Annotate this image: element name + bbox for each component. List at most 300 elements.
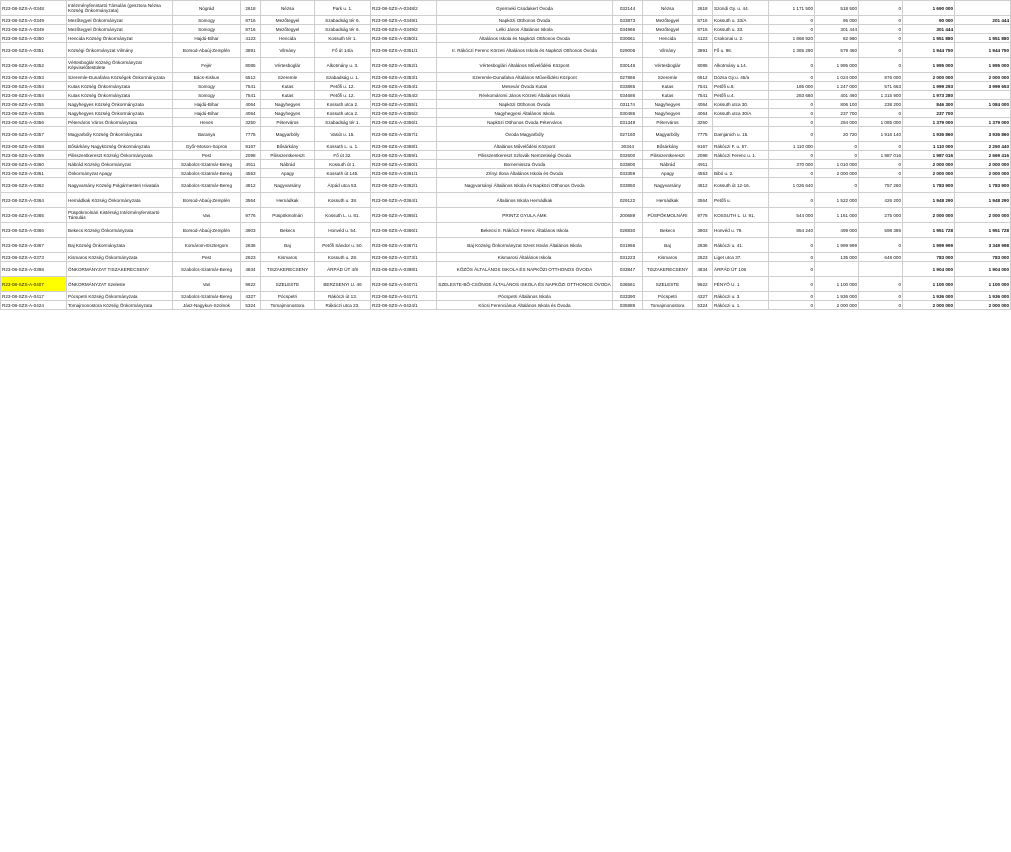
zip-cell[interactable]: 4064: [241, 100, 261, 109]
institution-cell[interactable]: Napközi Otthonos Óvoda: [437, 16, 613, 25]
institution-zip-cell[interactable]: 2618: [693, 1, 713, 16]
county-cell[interactable]: Pest: [173, 151, 241, 160]
amount-1-cell[interactable]: 0: [769, 292, 815, 301]
amount-2-cell[interactable]: 82 960: [815, 34, 859, 43]
grand-total-cell[interactable]: 2 000 000: [955, 169, 1011, 178]
institution-street-cell[interactable]: Rákóczi u. 1.: [713, 301, 769, 310]
street-cell[interactable]: Szabadság tér 6.: [315, 25, 371, 34]
institution-zip-cell[interactable]: 4812: [693, 178, 713, 193]
amount-2-cell[interactable]: 0: [815, 142, 859, 151]
amount-3-cell[interactable]: 648 000: [859, 253, 903, 262]
zip-cell[interactable]: 4911: [241, 160, 261, 169]
zip-cell[interactable]: 4834: [241, 262, 261, 277]
amount-1-cell[interactable]: 1 365 290: [769, 43, 815, 58]
amount-1-cell[interactable]: 0: [769, 100, 815, 109]
city-cell[interactable]: Kutas: [261, 91, 315, 100]
institution-city-cell[interactable]: Pócspetri: [643, 292, 693, 301]
code-cell[interactable]: R23-08-SZS-A-0364: [1, 193, 67, 208]
street-cell[interactable]: Kossuth út 145.: [315, 169, 371, 178]
grand-total-cell[interactable]: 2 000 000: [955, 208, 1011, 223]
institution-street-cell[interactable]: Rákóczi Ferenc u. 1.: [713, 151, 769, 160]
zip-cell[interactable]: 8085: [241, 58, 261, 73]
zip-cell[interactable]: 7541: [241, 91, 261, 100]
applicant-cell[interactable]: Hernádkak Község Önkormányzata: [67, 193, 173, 208]
application-id-cell[interactable]: R23-08-SZS-A-0407/1: [371, 277, 437, 292]
grand-total-cell[interactable]: 3 349 998: [955, 238, 1011, 253]
zip-cell[interactable]: 3891: [241, 43, 261, 58]
application-id-cell[interactable]: R23-08-SZS-A-0349/2: [371, 25, 437, 34]
grand-total-cell[interactable]: 1 944 750: [955, 43, 1011, 58]
code-cell[interactable]: R23-08-SZS-A-0407: [1, 277, 67, 292]
street-cell[interactable]: Fő út 14/a: [315, 43, 371, 58]
grand-total-cell[interactable]: 2 000 000: [955, 160, 1011, 169]
institution-city-cell[interactable]: Magyarbóly: [643, 127, 693, 142]
amount-2-cell[interactable]: 499 000: [815, 223, 859, 238]
institution-street-cell[interactable]: Kossuth utca 30.: [713, 100, 769, 109]
street-cell[interactable]: Kossuth utca 2.: [315, 100, 371, 109]
applicant-cell[interactable]: Tomajmonostora Község Önkormányzata: [67, 301, 173, 310]
amount-3-cell[interactable]: 598 386: [859, 223, 903, 238]
applicant-cell[interactable]: Kismaros Község Önkormányzata: [67, 253, 173, 262]
street-cell[interactable]: Árpád utca 53.: [315, 178, 371, 193]
om-code-cell[interactable]: 029006: [613, 43, 643, 58]
amount-2-cell[interactable]: 518 500: [815, 1, 859, 16]
application-id-cell[interactable]: R23-08-SZS-A-0398/1: [371, 262, 437, 277]
application-id-cell[interactable]: R23-08-SZS-A-0364/1: [371, 193, 437, 208]
zip-cell[interactable]: 9776: [241, 208, 261, 223]
zip-cell[interactable]: 9622: [241, 277, 261, 292]
county-cell[interactable]: Szabolcs-Szatmár-Bereg: [173, 160, 241, 169]
city-cell[interactable]: Baj: [261, 238, 315, 253]
grand-total-cell[interactable]: [955, 25, 1011, 34]
om-code-cell[interactable]: 031174: [613, 100, 643, 109]
institution-city-cell[interactable]: Nagyvarsány: [643, 178, 693, 193]
grand-total-cell[interactable]: 1 783 900: [955, 178, 1011, 193]
county-cell[interactable]: Szabolcs-Szatmár-Bereg: [173, 262, 241, 277]
total-cell[interactable]: 1 783 900: [903, 178, 955, 193]
county-cell[interactable]: Jász-Nagykun-Szolnok: [173, 301, 241, 310]
county-cell[interactable]: Szabolcs-Szatmár-Bereg: [173, 292, 241, 301]
institution-street-cell[interactable]: Petőfi u.: [713, 193, 769, 208]
amount-1-cell[interactable]: 0: [769, 118, 815, 127]
total-cell[interactable]: 2 000 000: [903, 208, 955, 223]
table-row[interactable]: [1, 34, 1011, 43]
street-cell[interactable]: ÁRPÁD ÚT 4/8: [315, 262, 371, 277]
amount-2-cell[interactable]: 1 161 000: [815, 208, 859, 223]
code-cell[interactable]: R23-08-SZS-A-0349: [1, 16, 67, 25]
amount-2-cell[interactable]: 294 000: [815, 118, 859, 127]
amount-3-cell[interactable]: [859, 262, 903, 277]
application-id-cell[interactable]: R23-08-SZS-A-0362/1: [371, 178, 437, 193]
city-cell[interactable]: Hernádkak: [261, 193, 315, 208]
street-cell[interactable]: Vasút u. 15.: [315, 127, 371, 142]
county-cell[interactable]: Hajdú-Bihar: [173, 100, 241, 109]
county-cell[interactable]: Somogy: [173, 82, 241, 91]
amount-1-cell[interactable]: 0: [769, 16, 815, 25]
table-row[interactable]: [1, 262, 1011, 277]
amount-1-cell[interactable]: 0: [769, 73, 815, 82]
code-cell[interactable]: R23-08-SZS-A-0362: [1, 178, 67, 193]
street-cell[interactable]: Petőfi u. 12.: [315, 82, 371, 91]
city-cell[interactable]: Vilmány: [261, 43, 315, 58]
city-cell[interactable]: Péterváros: [261, 118, 315, 127]
amount-2-cell[interactable]: 1 522 000: [815, 193, 859, 208]
institution-cell[interactable]: Vértesboglári Általános Művelődési Központ: [437, 58, 613, 73]
institution-cell[interactable]: Szeremle-Dunafalva Általános Művelődési Központ: [437, 73, 613, 82]
county-cell[interactable]: Somogy: [173, 25, 241, 34]
county-cell[interactable]: Baranya: [173, 127, 241, 142]
amount-2-cell[interactable]: 1 936 000: [815, 292, 859, 301]
city-cell[interactable]: Pilisszentkereszt: [261, 151, 315, 160]
total-cell[interactable]: 90 000: [903, 16, 955, 25]
amount-1-cell[interactable]: 544 000: [769, 208, 815, 223]
institution-street-cell[interactable]: Honvéd u. 79.: [713, 223, 769, 238]
applicant-cell[interactable]: ÖNKORMÁNYZAT TISZAKERECSENY: [67, 262, 173, 277]
institution-cell[interactable]: Bekecsi II. Rákóczi Ferenc Általános Iskola: [437, 223, 613, 238]
zip-cell[interactable]: 4064: [241, 109, 261, 118]
institution-cell[interactable]: Kócsi Ferenciánus Általános Iskola és Óvoda: [437, 301, 613, 310]
institution-street-cell[interactable]: Petőfi u.4.: [713, 91, 769, 100]
zip-cell[interactable]: 7541: [241, 82, 261, 91]
grand-total-cell[interactable]: [955, 1, 1011, 16]
applicant-cell[interactable]: Szeremle-Dunafalva Községek Önkormányzata: [67, 73, 173, 82]
om-code-cell[interactable]: 033359: [613, 169, 643, 178]
table-row[interactable]: [1, 292, 1011, 301]
street-cell[interactable]: Petőfi Sándor u. 50.: [315, 238, 371, 253]
table-row[interactable]: [1, 142, 1011, 151]
institution-zip-cell[interactable]: 7775: [693, 127, 713, 142]
grand-total-cell[interactable]: 1 995 000: [955, 58, 1011, 73]
city-cell[interactable]: Mezőtegyel: [261, 25, 315, 34]
street-cell[interactable]: Kossuth L. u. 1.: [315, 142, 371, 151]
institution-street-cell[interactable]: Kossuth u. 33.: [713, 25, 769, 34]
street-cell[interactable]: Kossuth L. u. 81.: [315, 208, 371, 223]
institution-zip-cell[interactable]: 7541: [693, 91, 713, 100]
amount-2-cell[interactable]: 301 444: [815, 25, 859, 34]
applicant-cell[interactable]: Baj Község Önkormányzata: [67, 238, 173, 253]
code-cell[interactable]: R23-08-SZS-A-0351: [1, 43, 67, 58]
total-cell[interactable]: 1 379 000: [903, 118, 955, 127]
institution-zip-cell[interactable]: 2098: [693, 151, 713, 160]
amount-2-cell[interactable]: 237 700: [815, 109, 859, 118]
code-cell[interactable]: R23-08-SZS-A-0348: [1, 1, 67, 16]
amount-2-cell[interactable]: 1 999 999: [815, 238, 859, 253]
om-code-cell[interactable]: 030661: [613, 34, 643, 43]
table-row[interactable]: [1, 109, 1011, 118]
institution-zip-cell[interactable]: 3564: [693, 193, 713, 208]
institution-cell[interactable]: Bornemissza Óvoda: [437, 160, 613, 169]
institution-cell[interactable]: Napközi Otthonos Óvoda Péterváros: [437, 118, 613, 127]
application-id-cell[interactable]: R23-08-SZS-A-0354/1: [371, 82, 437, 91]
city-cell[interactable]: Püspökmolnári: [261, 208, 315, 223]
institution-zip-cell[interactable]: 9776: [693, 208, 713, 223]
institution-zip-cell[interactable]: 4327: [693, 292, 713, 301]
amount-3-cell[interactable]: 238 200: [859, 100, 903, 109]
grand-total-cell[interactable]: 1 948 290: [955, 193, 1011, 208]
code-cell[interactable]: R23-08-SZS-A-0417: [1, 292, 67, 301]
code-cell[interactable]: R23-08-SZS-A-0354: [1, 82, 67, 91]
total-cell[interactable]: 1 690 000: [903, 1, 955, 16]
table-row[interactable]: [1, 118, 1011, 127]
institution-cell[interactable]: KÖZÖS ÁLTALÁNOS ISKOLA ÉS NAPKÖZI OTTHONOS ÓVODA: [437, 262, 613, 277]
table-row[interactable]: [1, 91, 1011, 100]
city-cell[interactable]: Pócspetri: [261, 292, 315, 301]
amount-3-cell[interactable]: 976 000: [859, 73, 903, 82]
amount-3-cell[interactable]: 571 663: [859, 82, 903, 91]
total-cell[interactable]: 2 000 000: [903, 73, 955, 82]
institution-zip-cell[interactable]: 9622: [693, 277, 713, 292]
institution-zip-cell[interactable]: 8716: [693, 16, 713, 25]
amount-3-cell[interactable]: 1 916 140: [859, 127, 903, 142]
grand-total-cell[interactable]: 1 379 000: [955, 118, 1011, 127]
institution-cell[interactable]: Lelki János Általános Iskola: [437, 25, 613, 34]
total-cell[interactable]: 1 999 293: [903, 82, 955, 91]
zip-cell[interactable]: 4553: [241, 169, 261, 178]
street-cell[interactable]: Szabadság tér 6.: [315, 16, 371, 25]
institution-city-cell[interactable]: Vértesboglár: [643, 58, 693, 73]
institution-city-cell[interactable]: Nagyhegyes: [643, 109, 693, 118]
city-cell[interactable]: Kismaros: [261, 253, 315, 262]
institution-city-cell[interactable]: Mezőtegyel: [643, 16, 693, 25]
amount-3-cell[interactable]: 0: [859, 25, 903, 34]
applicant-cell[interactable]: Községi Önkormányzat Vilmány: [67, 43, 173, 58]
applicant-cell[interactable]: Bősárkány Nagyközség Önkormányzata: [67, 142, 173, 151]
amount-1-cell[interactable]: 0: [769, 151, 815, 160]
applicant-cell[interactable]: Pilisszentkereszt Község Önkormányzata: [67, 151, 173, 160]
amount-3-cell[interactable]: 0: [859, 160, 903, 169]
institution-street-cell[interactable]: Kossuth út 12-16.: [713, 178, 769, 193]
institution-city-cell[interactable]: Kutas: [643, 82, 693, 91]
amount-3-cell[interactable]: 0: [859, 292, 903, 301]
amount-2-cell[interactable]: 401 460: [815, 91, 859, 100]
total-cell[interactable]: 1 936 000: [903, 292, 955, 301]
zip-cell[interactable]: 5324: [241, 301, 261, 310]
street-cell[interactable]: BERZSENYI U. 46: [315, 277, 371, 292]
amount-1-cell[interactable]: 0: [769, 301, 815, 310]
total-cell[interactable]: 1 904 000: [903, 262, 955, 277]
institution-city-cell[interactable]: Kutas: [643, 91, 693, 100]
institution-cell[interactable]: Napközi Otthonos Óvoda: [437, 100, 613, 109]
institution-street-cell[interactable]: Rákóczi u. 3.: [713, 292, 769, 301]
grand-total-cell[interactable]: 2 000 000: [955, 301, 1011, 310]
institution-street-cell[interactable]: Alkotmány u.14.: [713, 58, 769, 73]
total-cell[interactable]: 2 000 000: [903, 169, 955, 178]
code-cell[interactable]: R23-08-SZS-A-0357: [1, 127, 67, 142]
application-id-cell[interactable]: R23-08-SZS-A-0417/1: [371, 292, 437, 301]
om-code-cell[interactable]: 031349: [613, 118, 643, 127]
county-cell[interactable]: Pest: [173, 253, 241, 262]
zip-cell[interactable]: 2836: [241, 238, 261, 253]
street-cell[interactable]: Szabadság tér 1.: [315, 118, 371, 127]
applicant-cell[interactable]: Kutas Község Önkormányzata: [67, 91, 173, 100]
zip-cell[interactable]: 4327: [241, 292, 261, 301]
institution-city-cell[interactable]: TISZAKERECSENY: [643, 262, 693, 277]
amount-1-cell[interactable]: 0: [769, 58, 815, 73]
institution-street-cell[interactable]: Szondi Gy. u. 44.: [713, 1, 769, 16]
code-cell[interactable]: R23-08-SZS-A-0359: [1, 151, 67, 160]
amount-1-cell[interactable]: 1 110 000: [769, 142, 815, 151]
applicant-cell[interactable]: Nagyhegyes Község Önkormányzata: [67, 109, 173, 118]
institution-street-cell[interactable]: Rákóczi u. 41.: [713, 238, 769, 253]
institution-city-cell[interactable]: Mezőtegyel: [643, 25, 693, 34]
city-cell[interactable]: Szeremle: [261, 73, 315, 82]
om-code-cell[interactable]: 200689: [613, 208, 643, 223]
institution-cell[interactable]: Kismarosi Általános Iskola: [437, 253, 613, 262]
city-cell[interactable]: Magyarbóly: [261, 127, 315, 142]
om-code-cell[interactable]: 033800: [613, 160, 643, 169]
amount-3-cell[interactable]: 1 315 900: [859, 91, 903, 100]
grand-total-cell[interactable]: 2 669 416: [955, 151, 1011, 160]
amount-3-cell[interactable]: 1 987 016: [859, 151, 903, 160]
institution-zip-cell[interactable]: 4064: [693, 109, 713, 118]
applicant-cell[interactable]: Intézményfenntartó Társulás (gesztora Nézsa Község Önkormányzata): [67, 1, 173, 16]
applicant-cell[interactable]: Önkormányzat Apagy: [67, 169, 173, 178]
institution-street-cell[interactable]: FÉNYŐ U. 1: [713, 277, 769, 292]
city-cell[interactable]: Bősárkány: [261, 142, 315, 151]
om-code-cell[interactable]: 033390: [613, 292, 643, 301]
institution-zip-cell[interactable]: 2623: [693, 253, 713, 262]
table-row[interactable]: [1, 100, 1011, 109]
amount-1-cell[interactable]: 854 240: [769, 223, 815, 238]
amount-2-cell[interactable]: 1 247 000: [815, 82, 859, 91]
city-cell[interactable]: Nábrád: [261, 160, 315, 169]
institution-city-cell[interactable]: Nábrád: [643, 160, 693, 169]
zip-cell[interactable]: 7775: [241, 127, 261, 142]
institution-city-cell[interactable]: SZELESTE: [643, 277, 693, 292]
table-row[interactable]: [1, 169, 1011, 178]
amount-1-cell[interactable]: 370 000: [769, 160, 815, 169]
table-row[interactable]: [1, 1, 1011, 16]
om-code-cell[interactable]: 033847: [613, 262, 643, 277]
total-cell[interactable]: 2 000 000: [903, 301, 955, 310]
code-cell[interactable]: R23-08-SZS-A-0373: [1, 253, 67, 262]
county-cell[interactable]: Fejér: [173, 58, 241, 73]
zip-cell[interactable]: 2623: [241, 253, 261, 262]
institution-zip-cell[interactable]: 6512: [693, 73, 713, 82]
amount-3-cell[interactable]: 0: [859, 1, 903, 16]
application-id-cell[interactable]: R23-08-SZS-A-0366/1: [371, 223, 437, 238]
amount-1-cell[interactable]: 0: [769, 238, 815, 253]
applicant-cell[interactable]: Péterváros Város Önkormányzata: [67, 118, 173, 127]
institution-city-cell[interactable]: Bősárkány: [643, 142, 693, 151]
om-code-cell[interactable]: 034686: [613, 91, 643, 100]
institution-street-cell[interactable]: Damjanich u. 15.: [713, 127, 769, 142]
zip-cell[interactable]: 2618: [241, 1, 261, 16]
amount-1-cell[interactable]: 1 171 500: [769, 1, 815, 16]
street-cell[interactable]: Alkotmány u. 3.: [315, 58, 371, 73]
grand-total-cell[interactable]: 1 084 000: [955, 100, 1011, 109]
institution-cell[interactable]: Óvoda Magyarbóly: [437, 127, 613, 142]
street-cell[interactable]: Kossuth út 1.: [315, 160, 371, 169]
zip-cell[interactable]: 3903: [241, 223, 261, 238]
om-code-cell[interactable]: 029122: [613, 193, 643, 208]
code-cell[interactable]: R23-08-SZS-A-0353: [1, 73, 67, 82]
city-cell[interactable]: Tomajmonostora: [261, 301, 315, 310]
institution-zip-cell[interactable]: 4064: [693, 100, 713, 109]
institution-street-cell[interactable]: Bibó u. 2.: [713, 169, 769, 178]
grand-total-cell[interactable]: 2 000 000: [955, 73, 1011, 82]
application-id-cell[interactable]: R23-08-SZS-A-0350/1: [371, 34, 437, 43]
institution-city-cell[interactable]: Apagy: [643, 169, 693, 178]
county-cell[interactable]: Hajdú-Bihar: [173, 34, 241, 43]
institution-zip-cell[interactable]: 8085: [693, 58, 713, 73]
institution-city-cell[interactable]: Nagyhegyes: [643, 100, 693, 109]
om-code-cell[interactable]: 034966: [613, 25, 643, 34]
amount-2-cell[interactable]: 135 000: [815, 253, 859, 262]
amount-3-cell[interactable]: 0: [859, 16, 903, 25]
institution-street-cell[interactable]: Liget utca 37.: [713, 253, 769, 262]
city-cell[interactable]: Apagy: [261, 169, 315, 178]
institution-city-cell[interactable]: Hencida: [643, 34, 693, 43]
grand-total-cell[interactable]: 2 250 440: [955, 142, 1011, 151]
institution-city-cell[interactable]: Kismaros: [643, 253, 693, 262]
grand-total-cell[interactable]: 3 936 860: [955, 127, 1011, 142]
amount-1-cell[interactable]: 0: [769, 25, 815, 34]
amount-3-cell[interactable]: 0: [859, 277, 903, 292]
code-cell[interactable]: R23-08-SZS-A-0358: [1, 142, 67, 151]
amount-1-cell[interactable]: 0: [769, 262, 815, 277]
table-row[interactable]: [1, 73, 1011, 82]
grand-total-cell[interactable]: 201 444: [955, 16, 1011, 25]
application-id-cell[interactable]: R23-08-SZS-A-0424/1: [371, 301, 437, 310]
county-cell[interactable]: Borsod-Abaúj-Zemplén: [173, 43, 241, 58]
institution-city-cell[interactable]: Bekecs: [643, 223, 693, 238]
applicant-cell[interactable]: Bekecs Község Önkormányzata: [67, 223, 173, 238]
applicant-cell[interactable]: Vértesboglár Község Önkormányzat Képviselőtestülete: [67, 58, 173, 73]
table-row[interactable]: [1, 16, 1011, 25]
application-id-cell[interactable]: R23-08-SZS-A-0349/1: [371, 16, 437, 25]
om-code-cell[interactable]: 030486: [613, 109, 643, 118]
institution-street-cell[interactable]: KOSSUTH L. U. 91.: [713, 208, 769, 223]
code-cell[interactable]: R23-08-SZS-A-0367: [1, 238, 67, 253]
code-cell[interactable]: R23-08-SZS-A-0424: [1, 301, 67, 310]
institution-city-cell[interactable]: Tomajmonostora: [643, 301, 693, 310]
total-cell[interactable]: 1 944 750: [903, 43, 955, 58]
zip-cell[interactable]: 4123: [241, 34, 261, 43]
street-cell[interactable]: Kossuth u. 38.: [315, 193, 371, 208]
total-cell[interactable]: 2 000 000: [903, 160, 955, 169]
county-cell[interactable]: Somogy: [173, 16, 241, 25]
city-cell[interactable]: Nagyvarsány: [261, 178, 315, 193]
institution-zip-cell[interactable]: 3891: [693, 43, 713, 58]
institution-cell[interactable]: Gyermeki Csodakert Óvoda: [437, 1, 613, 16]
institution-city-cell[interactable]: PÜSPÖKMOLNÁRI: [643, 208, 693, 223]
institution-street-cell[interactable]: Rákóczi F. u. 57.: [713, 142, 769, 151]
institution-cell[interactable]: PRINTZ GYULA ÁMK: [437, 208, 613, 223]
institution-zip-cell[interactable]: 4911: [693, 160, 713, 169]
amount-3-cell[interactable]: 0: [859, 34, 903, 43]
total-cell[interactable]: 1 999 999: [903, 238, 955, 253]
om-code-cell[interactable]: 30344: [613, 142, 643, 151]
amount-2-cell[interactable]: 1 010 000: [815, 160, 859, 169]
county-cell[interactable]: Borsod-Abaúj-Zemplén: [173, 193, 241, 208]
table-row[interactable]: [1, 58, 1011, 73]
county-cell[interactable]: Bács-Kiskun: [173, 73, 241, 82]
institution-street-cell[interactable]: Kossuth u. 33/A: [713, 16, 769, 25]
amount-2-cell[interactable]: 1 995 000: [815, 58, 859, 73]
institution-street-cell[interactable]: Kossuth utca 30/A: [713, 109, 769, 118]
code-cell[interactable]: R23-08-SZS-A-0360: [1, 160, 67, 169]
code-cell[interactable]: R23-08-SZS-A-0366: [1, 223, 67, 238]
grand-total-cell[interactable]: 1 100 000: [955, 277, 1011, 292]
om-code-cell[interactable]: 033850: [613, 178, 643, 193]
code-cell[interactable]: R23-08-SZS-A-0350: [1, 34, 67, 43]
table-row[interactable]: [1, 178, 1011, 193]
county-cell[interactable]: Szabolcs-Szatmár-Bereg: [173, 178, 241, 193]
county-cell[interactable]: Vas: [173, 208, 241, 223]
total-cell[interactable]: 1 951 728: [903, 223, 955, 238]
zip-cell[interactable]: 3250: [241, 118, 261, 127]
